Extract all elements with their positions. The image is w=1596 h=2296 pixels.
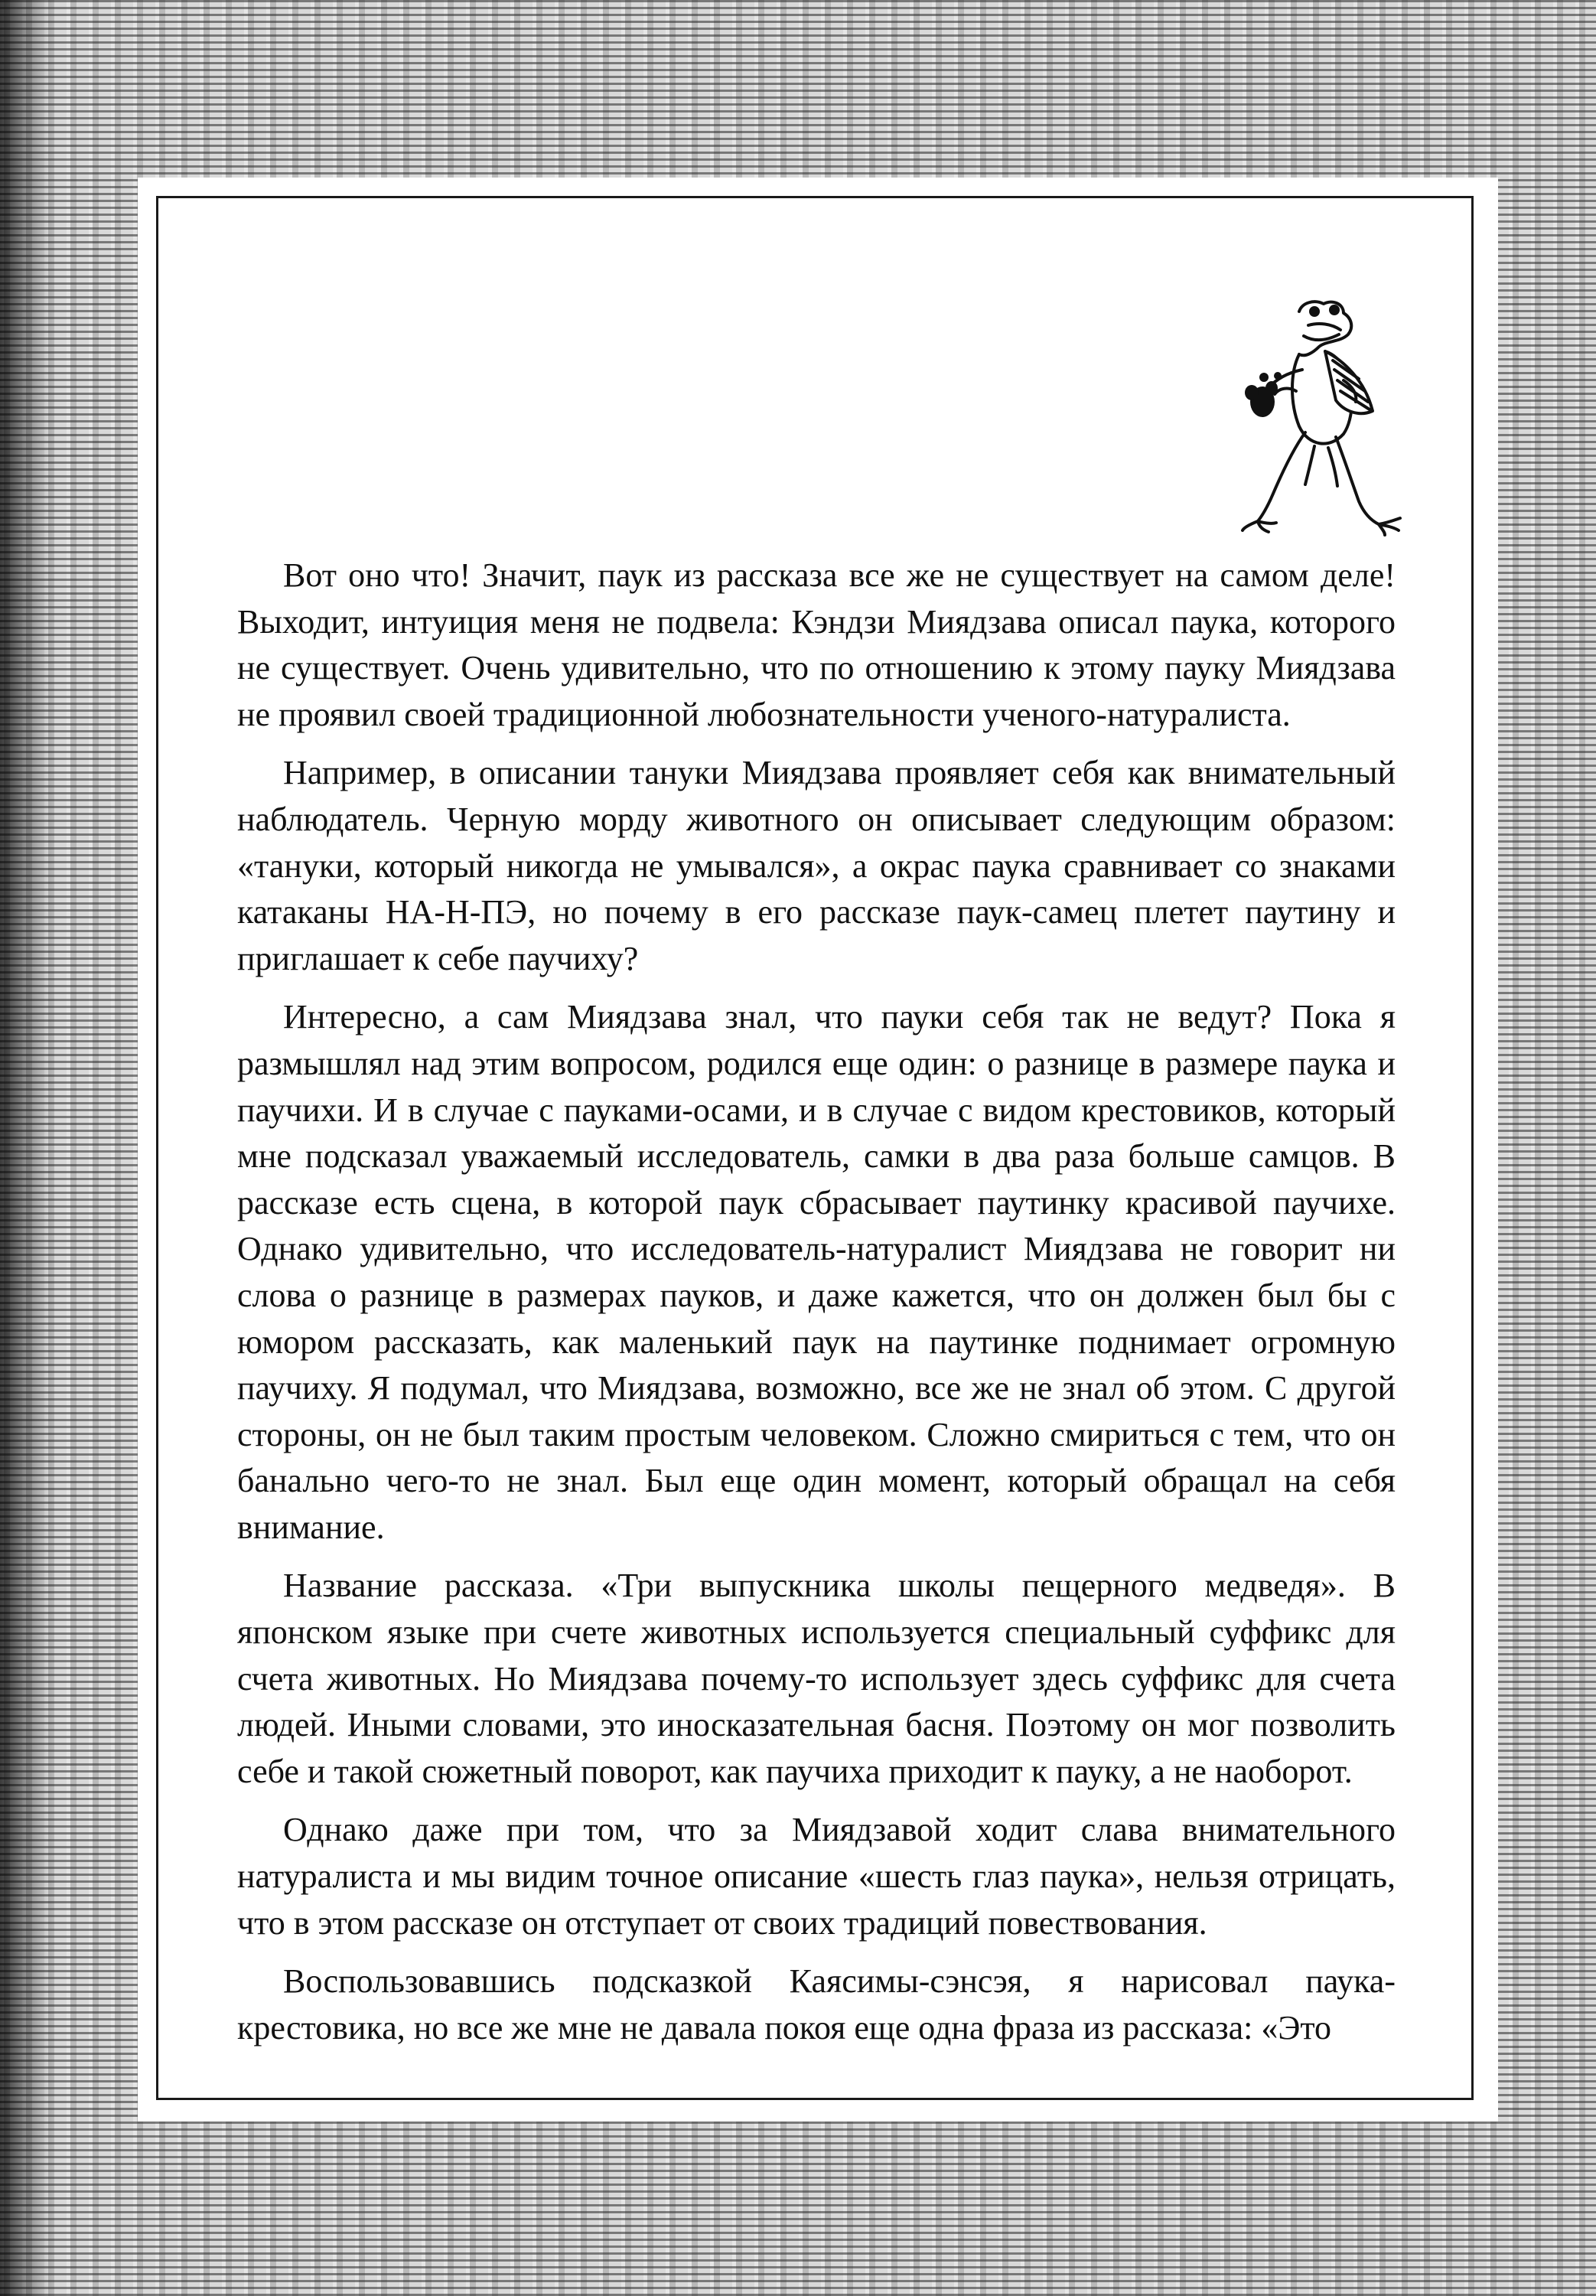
paragraph: Воспользовавшись подсказкой Каясимы-сэнсэя, я нарисовал паука-крестовика, но все же мне не давала покоя еще одна фраза из рассказа: «Это (237, 1962, 1396, 2047)
book-page (138, 178, 1498, 2122)
paragraph: Однако даже при том, что за Миядзавой ходит слава внимательного натуралиста и мы видим точное описание «шесть глаз паука», нельзя отрицать, что в этом рассказе он отступает от своих традиций повествования. (237, 1811, 1396, 1942)
paragraph: Название рассказа. «Три выпускника школы пещерного медведя». В японском языке при счете животных используется специальный суффикс для счета животных. Но Миядзава почему-то использует здесь суффикс для счета людей. Иными словами, это иносказательная басня. Поэтому он мог позволить себе и такой сюжетный поворот, как паучиха приходит к пауку, а не наоборот. (237, 1567, 1396, 1790)
book-spine-shadow (0, 0, 54, 2296)
paragraph: Интересно, а сам Миядзава знал, что пауки себя так не ведут? Пока я размышлял над этим вопросом, родился еще один: о разнице в размере паука и паучихи. И в случае с пауками-осами, и в случае с видом крестовиков, который мне подсказал уважаемый исследователь, самки в два раза больше самцов. В рассказе есть сцена, в которой паук сбрасывает паутинку красивой паучихе. Однако удивительно, что исследователь-натуралист Миядзава не говорит ни слова о разнице в размерах пауков, и даже кажется, что он должен был бы с юмором рассказать, как маленький паук на паутинке поднимает огромную паучиху. Я подумал, что Миядзава, возможно, все же не знал об этом. С другой стороны, он не был таким простым человеком. Сложно смириться с тем, что он банально чего-то не знал. Был еще один момент, который обращал на себя внимание. (237, 998, 1396, 1546)
article-body (237, 553, 1396, 2063)
paragraph: Например, в описании тануки Миядзава проявляет себя как внимательный наблюдатель. Черную морду животного он описывает следующим образом: «тануки, который никогда не умывался», а окрас паука сравнивает со знаками катаканы НА-Н-ПЭ, но почему в его рассказе паук-самец плетет паутину и приглашает к себе паучиху? (237, 754, 1396, 977)
singing-frog-illustration-icon (1229, 296, 1428, 541)
paragraph: Вот оно что! Значит, паук из рассказа все же не существует на самом деле! Выходит, интуиция меня не подвела: Кэндзи Миядзава описал паука, которого не существует. Очень удивительно, что по отношению к этому пауку Миядзава не проявил своей традиционной любознательности ученого-натуралиста. (237, 556, 1396, 733)
